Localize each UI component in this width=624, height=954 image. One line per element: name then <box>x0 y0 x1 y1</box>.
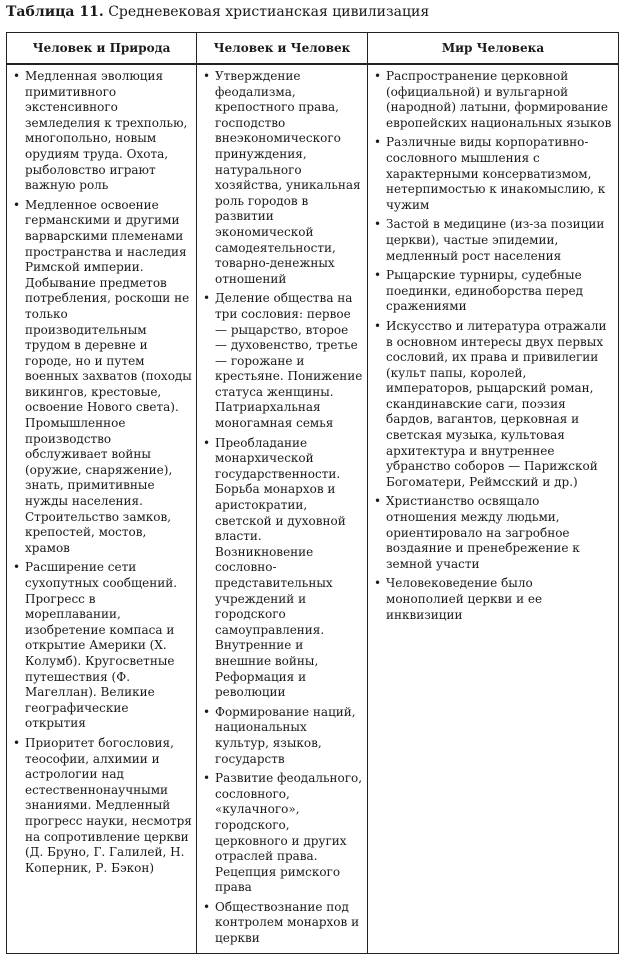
list-item: • Медленное освоение германскими и другими варварскими племенами пространства и наследия Римской империи. Добывание предметов потребления, роскоши не только производительным трудом в деревне и городе, но и путем военных захватов (походы викингов, крестовые, освоение Нового света). Промышленное производство обслуживает войны (оружие, снаряжение), знать, примитивные нужды населения. Строительство замков, крепостей, мостов, храмов <box>11 198 192 557</box>
list-item: • Медленная эволюция примитивного экстенсивного земледелия к трехполью, многопольно, новым орудиям труда. Охота, рыболовство играют важную роль <box>11 69 192 194</box>
column-society <box>197 64 368 953</box>
list-item: • Человековедение было монополией церкви и ее инквизиции <box>372 576 614 623</box>
header-world: Мир Человека <box>368 33 619 65</box>
list-item: • Обществознание под контролем монархов и церкви <box>201 900 363 947</box>
column-nature <box>7 64 197 953</box>
list-item: • Утверждение феодализма, крепостного права, господство внеэкономического принуждения, натурального хозяйства, уникальная роль городов в развитии экономической самодеятельности, товарно-денежных отношений <box>201 69 363 287</box>
list-item: • Застой в медицине (из-за позиции церкви), частые эпидемии, медленный рост населения <box>372 217 614 264</box>
list-item: • Приоритет богословия, теософии, алхимии и астрологии над естественнонаучными знаниями. Медленный прогресс науки, несмотря на сопротивление церкви (Д. Бруно, Г. Галилей, Н. Коперник, Р. Бэкон) <box>11 736 192 876</box>
column-world <box>368 64 619 953</box>
civilization-table <box>6 32 619 954</box>
content-row <box>7 64 619 953</box>
list-item: • Искусство и литература отражали в основном интересы двух первых сословий, их права и привилегии (культ папы, королей, императоров, рыцарский роман, скандинавские саги, поэзия бардов, вагантов, церковная и светская музыка, культовая архитектура и внутреннее убранство соборов — Парижской Богоматери, Реймсский и др.) <box>372 319 614 491</box>
header-society: Человек и Человек <box>197 33 368 65</box>
list-item: • Различные виды корпоративно-сословного мышления с характерными консерватизмом, нетерпимостью к инакомыслию, к чужим <box>372 135 614 213</box>
list-item: • Преобладание монархической государственности. Борьба монархов и аристократии, светской и духовной власти. Возникновение сословно-представительных учреждений и городского самоуправления. Внутренние и внешние войны, Реформация и революции <box>201 436 363 701</box>
list-item: • Развитие феодального, сословного, «кулачного», городского, церковного и других отраслей права. Рецепция римского права <box>201 771 363 896</box>
header-nature: Человек и Природа <box>7 33 197 65</box>
list-item: • Расширение сети сухопутных сообщений. Прогресс в мореплавании, изобретение компаса и открытие Америки (Х. Колумб). Кругосветные путешествия (Ф. Магеллан). Великие географические открытия <box>11 560 192 732</box>
caption-label: Таблица 11. <box>6 4 104 20</box>
list-item: • Деление общества на три сословия: первое — рыцарство, второе — духовенство, третье — горожане и крестьяне. Понижение статуса женщины. Патриархальная моногамная семья <box>201 291 363 431</box>
header-row <box>7 33 619 65</box>
caption-title: Средневековая христианская цивилизация <box>108 4 430 20</box>
list-item: • Христианство освящало отношения между людьми, ориентировало на загробное воздаяние и пренебрежение к земной участи <box>372 494 614 572</box>
list-item: • Распространение церковной (официальной) и вульгарной (народной) латыни, формирование европейских национальных языков <box>372 69 614 131</box>
list-item: • Формирование наций, национальных культур, языков, государств <box>201 705 363 767</box>
list-item: • Рыцарские турниры, судебные поединки, единоборства перед сражениями <box>372 268 614 315</box>
table-caption <box>6 4 429 20</box>
